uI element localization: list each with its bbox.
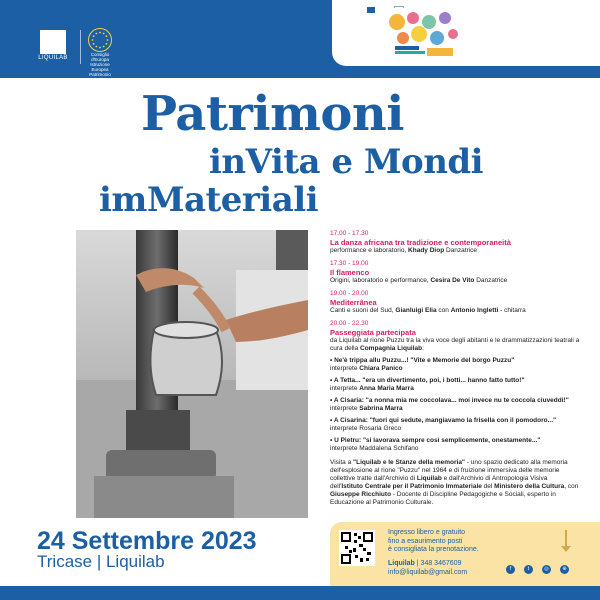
program-list	[330, 230, 580, 507]
contact-info	[388, 560, 467, 577]
sketch-item: • A Cisaria: "a nonna mia me coccolava... moi invece nu te coccola ciuveddi!" interprete Sabrina Marra	[330, 397, 569, 412]
title-line-3: imMateriali	[99, 180, 319, 220]
entry-info-line: fino a esaurimento posti	[388, 537, 463, 545]
title-line-1: Patrimoni	[141, 86, 405, 142]
event-desc: Canti e suoni del Sud, Gianluigi Elia con Antonio Ingletti - chitarra	[330, 307, 526, 314]
sketch-item: • Ne'è trippa allu Puzzu...! "Vite e Memorie del borgo Puzzu" interprete Chiara Panico	[330, 357, 515, 372]
event-title: Il flamenco	[330, 268, 370, 277]
fountain-photo	[76, 230, 308, 518]
entry-info-line: è consigliata la prenotazione.	[388, 546, 479, 553]
event-time: 17.00 - 17.30	[330, 230, 369, 237]
event-item	[330, 230, 580, 255]
event-item	[330, 290, 580, 315]
website-icon[interactable]: ⊕	[560, 565, 569, 574]
sketch-item: • U Pietru: "si lavorava sempre così semplicemente, onestamente..." interprete Maddalena Schifano	[330, 437, 541, 452]
event-title: Passeggiata partecipata	[330, 328, 416, 337]
sketch-item: • A Cisarina: "fuori qui sedute, mangiavamo la frisella con il pomodoro..." interprete Rosaria Greco	[330, 417, 557, 432]
entry-info	[388, 529, 548, 555]
logo-divider	[80, 30, 81, 64]
contact-phone-line: Liquilab | 348 3467609	[388, 560, 462, 567]
visit-paragraph: Visita a "Liquilab e le Stanze della memoria" - uno spazio dedicato alla memoria dell'esplosione al rione "Puzzu" nel 1964 e di fruizione immersiva delle memorie collettive tratte dall'Archivio di Liquilab e dall'Archivio di Antropologia Visiva dell'Istituto Centrale per il Patrimonio Immateriale del Ministero della Cultura, con Giuseppe Ricchiuto - Docente di Discipline Pedagogiche e Sociali, esperto in Educazione al Patrimonio Culturale.	[330, 459, 579, 506]
eu-stars-icon	[88, 28, 112, 52]
event-title: Mediterrânea	[330, 298, 377, 307]
footer-bar	[0, 586, 600, 600]
liquilab-logo	[34, 30, 72, 68]
logo-mark-icon	[40, 30, 66, 54]
event-desc: da Liquilab al rione Puzzu tra la viva voce degli abitanti e le drammatizzazioni teatrali a cura della Compagnia Liquilab:	[330, 337, 580, 352]
eu-flag-icon	[367, 7, 375, 13]
event-time: 20.00 - 22.30	[330, 320, 369, 327]
contact-email[interactable]: info@liquilab@gmail.com	[388, 568, 468, 576]
qr-code[interactable]	[339, 530, 375, 566]
event-date: 24 Settembre 2023	[37, 527, 257, 555]
event-item	[330, 260, 580, 285]
twitter-icon[interactable]: t	[524, 565, 533, 574]
arrow-head-icon	[561, 546, 571, 552]
event-time: 19.00 - 20.00	[330, 290, 369, 297]
event-desc: Origini, laboratorio e performance, Cesira De Vito Danzatrice	[330, 277, 508, 284]
event-title: La danza africana tra tradizione e contemporaneità	[330, 238, 511, 247]
entry-info-line: Ingresso libero e gratuito	[388, 529, 466, 536]
event-place: Tricase | Liquilab	[37, 552, 165, 571]
event-item	[330, 320, 580, 453]
facebook-icon[interactable]: f	[506, 565, 515, 574]
sketch-item: • A Tetta... "era un divertimento, poi, i botti... hanno fatto tutto!" interprete Anna Maria Marra	[330, 377, 525, 392]
instagram-icon[interactable]: ◎	[542, 565, 551, 574]
event-time: 17.30 - 19.00	[330, 260, 369, 267]
festival-illustration	[383, 8, 461, 60]
eu-logo-text: Consiglio d'Europa Istruzione Europea Patrimonio	[89, 52, 111, 77]
logo-text: LIQUILAB	[38, 55, 68, 61]
event-desc: performance e laboratorio, Khady Diop Danzatrice	[330, 247, 478, 254]
title-line-2: inVita e Mondi	[209, 142, 484, 182]
